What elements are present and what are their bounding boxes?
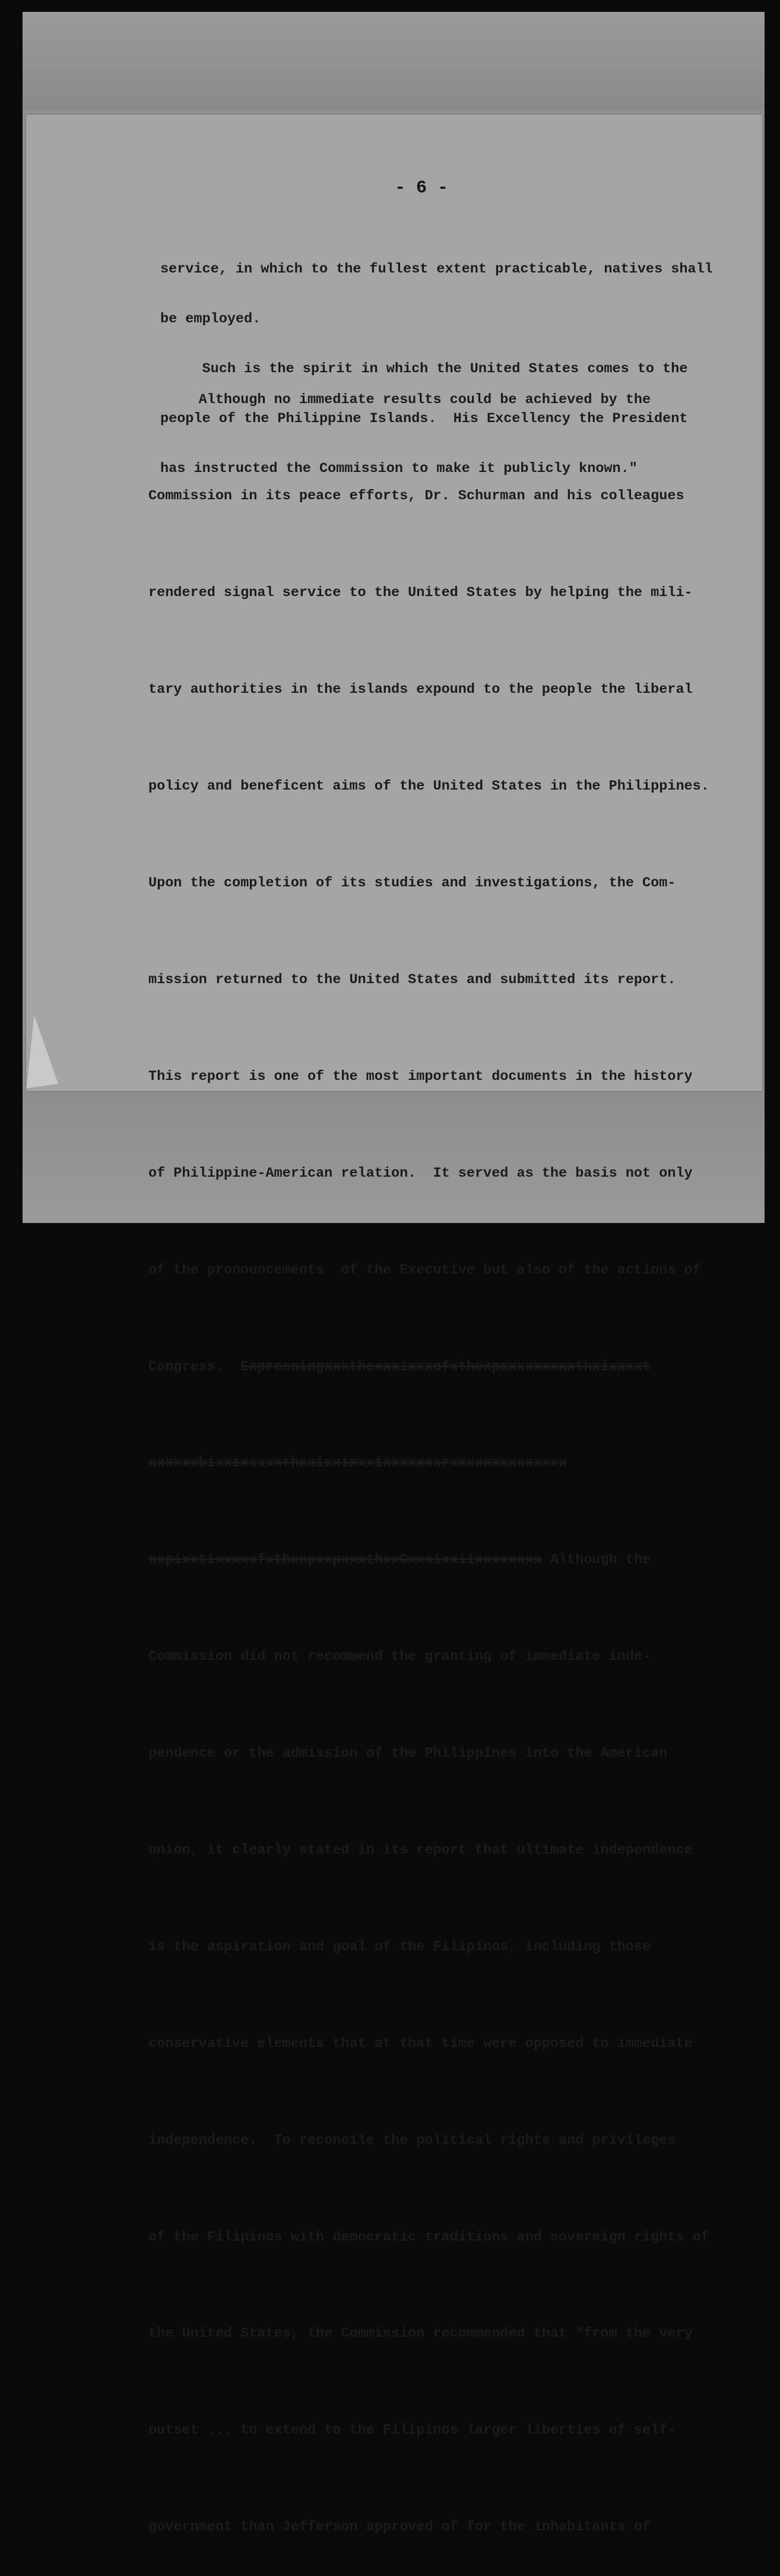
text-line: Although no immediate results could be achieved by the [148,391,651,408]
body-paragraph [148,319,709,2576]
quote-line: has instructed the Commission to make it publicly known." [160,461,638,477]
struck-line [148,1544,709,1576]
text-line: Commission did not recommend the granting of immediate inde- [148,1649,651,1665]
text-line: of the pronouncements of the Executive but also of the actions of [148,1262,701,1278]
text-line: conservative elements that at that time were opposed to immediate [148,2035,693,2052]
text-line: mission returned to the United States and submitted its report. [148,971,676,988]
text-line: independence. To reconcile the political rights and privileges [148,2132,676,2149]
struck-out-text: Expressingxxxthexxxixxxofxthexpxxxxxxxxxthxixxxxt [240,1358,651,1375]
struck-out-text: xxxxxxbixxixxxxxthxxixxixxxixxxxxxxrxxxxxxxxxxxxxx [148,1455,567,1472]
text-line: This report is one of the most important documents in the history [148,1068,693,1085]
text-line: Commission in its peace efforts, Dr. Schurman and his colleagues [148,488,684,505]
text-line: of the Filipinos with democratic traditions and sovereign rights of [148,2229,709,2245]
quote-line: be employed. [160,311,261,327]
text-line: Upon the completion of its studies and investigations, the Com- [148,875,676,892]
quote-line: people of the Philippine Islands. His Excellency the President [160,411,688,427]
text-line: of Philippine-American relation. It served as the basis not only [148,1165,693,1181]
text-line: tary authorities in the islands expound to the people the liberal [148,682,693,698]
text-line: union, it clearly stated in its report that ultimate independence [148,1842,693,1858]
quote-line: service, in which to the fullest extent practicable, natives shall [160,261,713,277]
text-line: policy and beneficent aims of the United States in the Philippines. [148,778,709,795]
text-line: pendence or the admission of the Philippines into the American [148,1745,668,1762]
text-line: government than Jefferson approved of for the inhabitants of [148,2519,651,2536]
underlying-sheet-top [23,12,765,110]
text-line: outset ... to extend to the Filipinos larger liberties of self- [148,2422,676,2439]
text-line: the United States, the Commission recommended that "from the very [148,2325,693,2342]
struck-line [148,1351,709,1383]
struck-out-text: xxpixxtixxxxxfxthxxpxxpxxxthxxCxxxixxiixxxxxxxx [148,1552,542,1569]
text-fragment: Congress. [148,1358,241,1375]
quote-line: Such is the spirit in which the United States comes to the [160,361,688,377]
text-fragment: Although the [541,1552,651,1569]
text-line: rendered signal service to the United States by helping the mili- [148,585,693,601]
text-line: is the aspiration and goal of the Filipinos, including those [148,1938,651,1955]
page-number: - 6 - [394,178,448,198]
